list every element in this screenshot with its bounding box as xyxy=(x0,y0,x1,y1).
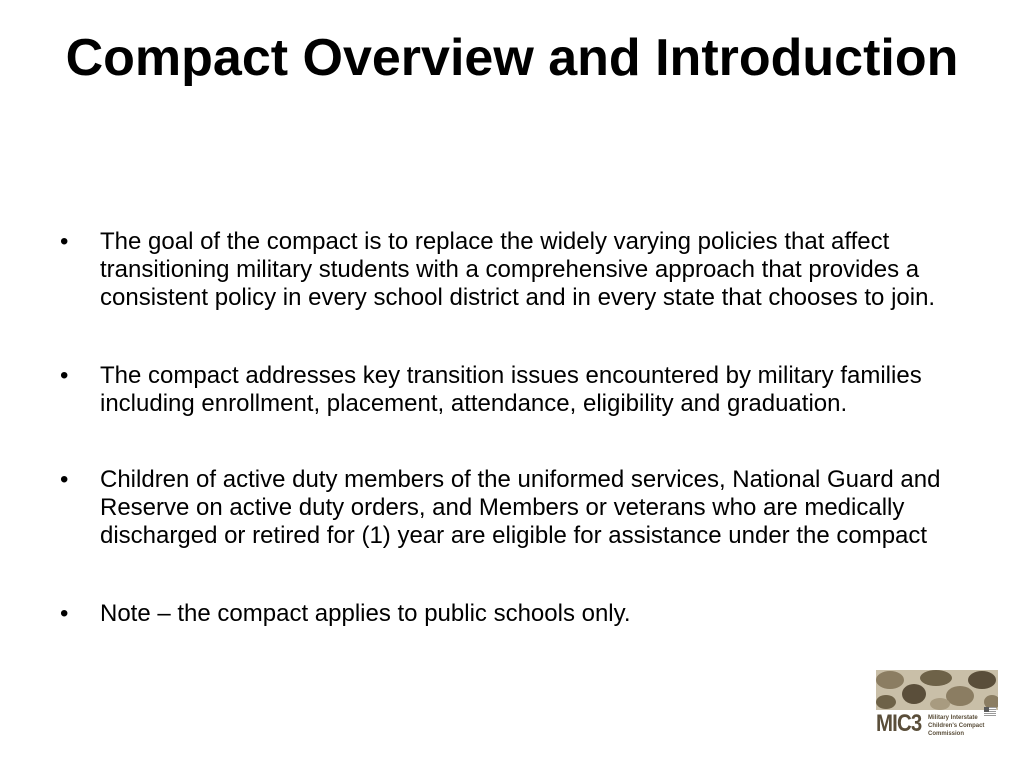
bullet-item xyxy=(60,228,970,312)
bullet-list xyxy=(60,228,970,628)
logo-subtitle-line-2: Children's Compact Commission xyxy=(928,723,985,737)
camouflage-banner-icon xyxy=(876,670,998,710)
logo-subtitle-line-1: Military Interstate xyxy=(928,715,978,721)
bullet-icon: • xyxy=(60,600,69,627)
bullet-text: Children of active duty members of the uniformed services, National Guard and Reserve on active duty orders, and Members or veterans who are medically discharged or retired for (1) year are eligible for assistance under the compact xyxy=(100,466,941,549)
bullet-item xyxy=(60,362,970,418)
bullet-text: The compact addresses key transition issues encountered by military families including enrollment, placement, attendance, eligibility and graduation. xyxy=(100,362,922,417)
bullet-text: Note – the compact applies to public schools only. xyxy=(100,600,631,627)
logo-subtitle xyxy=(928,714,998,738)
bullet-icon: • xyxy=(60,228,69,255)
mic3-logo xyxy=(876,670,998,740)
bullet-icon: • xyxy=(60,466,69,493)
bullet-text: The goal of the compact is to replace the widely varying policies that affect transitioning military students with a comprehensive approach that provides a consistent policy in every school district and in every state that chooses to join. xyxy=(100,228,936,311)
bullet-item xyxy=(60,466,970,550)
bullet-item xyxy=(60,600,970,628)
logo-wordmark: MIC3 xyxy=(876,710,922,737)
slide-title: Compact Overview and Introduction xyxy=(65,29,959,87)
bullet-icon: • xyxy=(60,362,69,389)
